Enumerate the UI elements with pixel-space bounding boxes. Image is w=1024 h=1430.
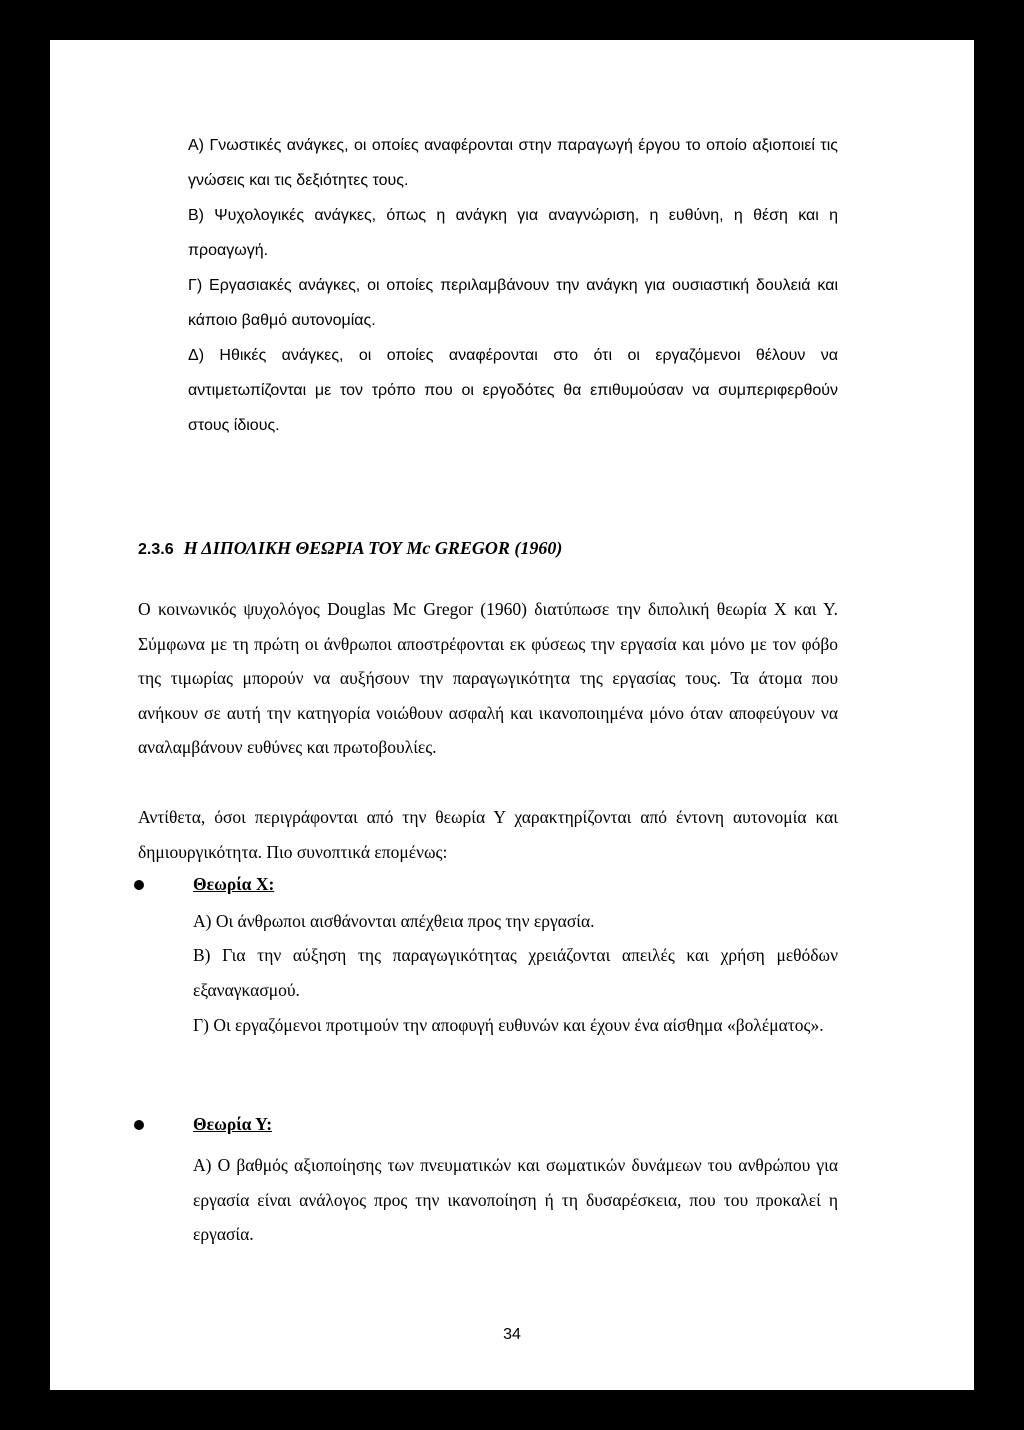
theory-x-item: Α) Οι άνθρωποι αισθάνονται απέχθεια προς την εργασία. [193,911,595,931]
theory-x-item: Γ) Οι εργαζόμενοι προτιμούν την αποφυγή ευθυνών και έχουν ένα αίσθημα «βολέματος». [193,1015,824,1035]
theory-y-title: Θεωρία Υ: [193,1114,273,1134]
section-number: 2.3.6 [138,541,174,558]
need-ethical: Δ) Ηθικές ανάγκες, οι οποίες αναφέρονται στο ότι οι εργαζόμενοι θέλουν να αντιμετωπίζονται με τον τρόπο που οι εργοδότες θα επιθυμούσαν να συμπεριφερθούν στους ίδιους. [188,347,838,434]
intro-paragraph: Ο κοινωνικός ψυχολόγος Douglas Mc Gregor (1960) διατύπωσε την διπολική θεωρία Χ και Υ. Σύμφωνα με τη πρώτη οι άνθρωποι αποστρέφονται εκ φύσεως την εργασία και μόνο με τον φόβο της τιμωρίας μπορούν να αυξήσουν την παραγωγικότητα της εργασίας τους. Τα άτομα που ανήκουν σε αυτή την κατηγορία νοιώθουν ασφαλή και ικανοποιημένα μόνο όταν αποφεύγουν να αναλαμβάνουν ευθύνες και πρωτοβουλίες. [138,599,838,757]
section-title: Η ΔΙΠΟΛΙΚΗ ΘΕΩΡΙΑ ΤΟΥ Mc GREGOR (1960) [183,538,563,558]
theory-x-item: Β) Για την αύξηση της παραγωγικότητας χρειάζονται απειλές και χρήση μεθόδων εξαναγκασμού. [193,945,838,1000]
page-number: 34 [503,1326,521,1343]
need-cognitive: Α) Γνωστικές ανάγκες, οι οποίες αναφέρονται στην παραγωγή έργου το οποίο αξιοποιεί τις γνώσεις και τις δεξιότητες τους. [188,137,838,189]
section-heading [138,538,562,559]
bullet-icon [134,1120,144,1130]
contrast-paragraph: Αντίθετα, όσοι περιγράφονται από την θεωρία Υ χαρακτηρίζονται από έντονη αυτονομία και δημιουργικότητα. Πιο συνοπτικά επομένως: [138,807,838,862]
bullet-icon [134,880,144,890]
theory-y-item: Α) Ο βαθμός αξιοποίησης των πνευματικών και σωματικών δυνάμεων του ανθρώπου για εργασία είναι ανάλογος προς την ικανοποίηση ή τη δυσαρέσκεια, που του προκαλεί η εργασία. [193,1155,838,1244]
need-work: Γ) Εργασιακές ανάγκες, οι οποίες περιλαμβάνουν την ανάγκη για ουσιαστική δουλειά και κάποιο βαθμό αυτονομίας. [188,277,838,329]
need-psychological: Β) Ψυχολογικές ανάγκες, όπως η ανάγκη για αναγνώριση, η ευθύνη, η θέση και η προαγωγή. [188,207,838,259]
theory-x-title: Θεωρία Χ: [193,874,275,894]
